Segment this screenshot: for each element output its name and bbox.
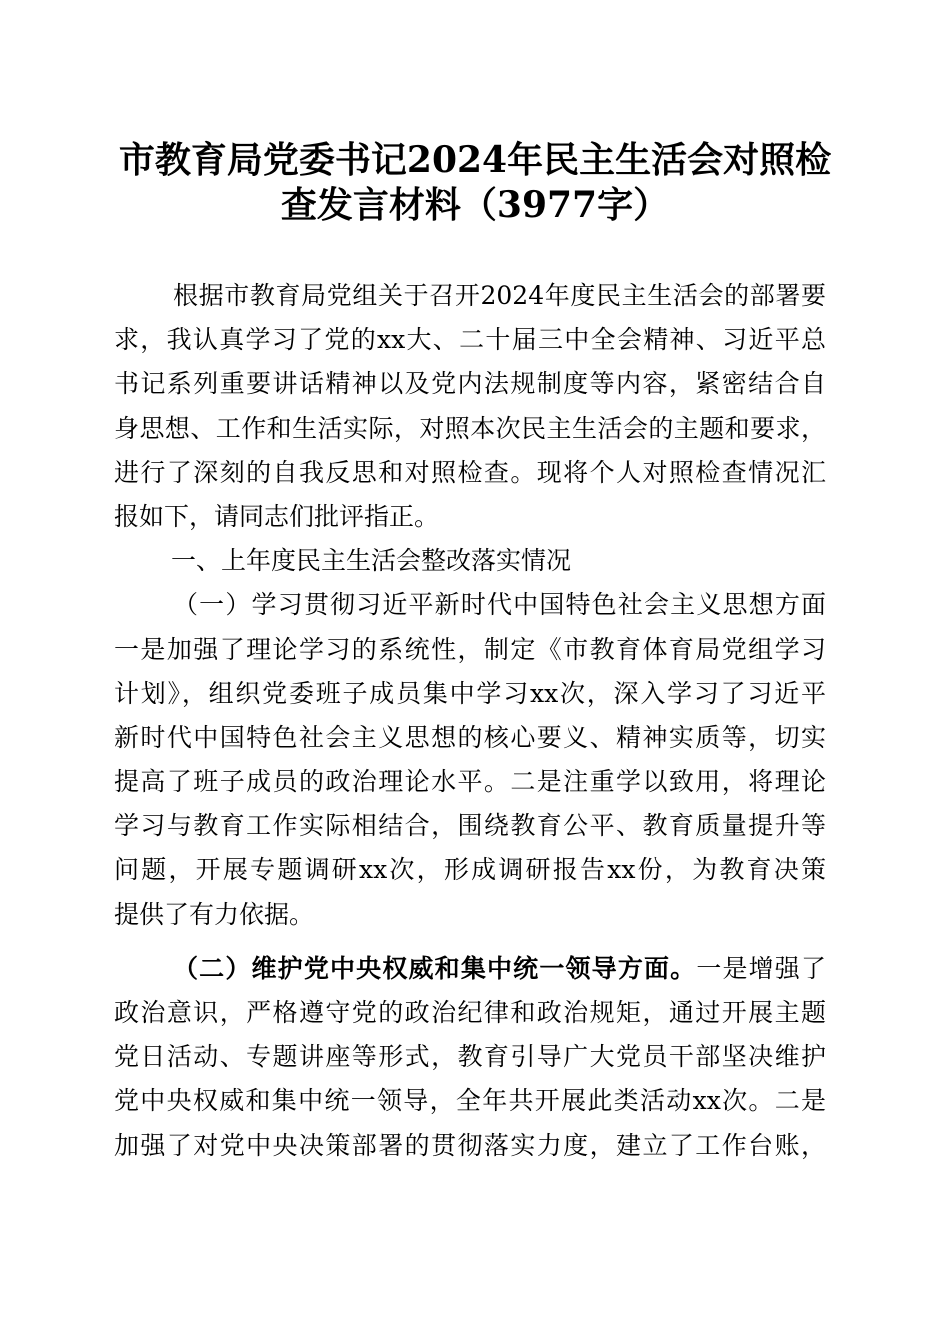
subsection-heading: （一）学习贯彻习近平新时代中国特色社会主义思想方面: [173, 590, 826, 620]
text-line: 加强了对党中央决策部署的贯彻落实力度，建立了工作台账，: [114, 1130, 826, 1160]
text-line: 提高了班子成员的政治理论水平。二是注重学以致用，将理论: [114, 767, 826, 797]
text-line: 根据市教育局党组关于召开2024年度民主生活会的部署要: [173, 281, 826, 310]
text-line: 书记系列重要讲话精神以及党内法规制度等内容，紧密结合自: [114, 369, 826, 399]
text-line: 政治意识，严格遵守党的政治纪律和政治规矩，通过开展主题: [114, 998, 826, 1027]
text-line: 学习与教育工作实际相结合，围绕教育公平、教育质量提升等: [114, 811, 826, 841]
document-title: [100, 138, 850, 228]
text-line: 报如下，请同志们批评指正。: [114, 501, 440, 531]
text-line: 计划》，组织党委班子成员集中学习xx次，深入学习了习近平: [114, 678, 826, 708]
subsection-heading: （二）维护党中央权威和集中统一领导方面。: [173, 953, 697, 983]
title-line-2: 查发言材料（3977字）: [280, 184, 670, 226]
text-line: 求，我认真学习了党的xx大、二十届三中全会精神、习近平总: [114, 325, 826, 355]
text-line: 新时代中国特色社会主义思想的核心要义、精神实质等，切实: [114, 722, 826, 752]
text-line: 党日活动、专题讲座等形式，教育引导广大党员干部坚决维护: [114, 1042, 826, 1072]
text-line: [114, 947, 826, 991]
text-line: 党中央权威和集中统一领导，全年共开展此类活动xx次。二是: [114, 1086, 826, 1116]
text-line: 一是加强了理论学习的系统性，制定《市教育体育局党组学习: [114, 634, 826, 664]
intro-paragraph: [114, 274, 826, 539]
text-line: 提供了有力依据。: [114, 899, 315, 929]
document-body: [114, 274, 826, 1168]
title-line-1: 市教育局党委书记2024年民主生活会对照检: [118, 139, 832, 181]
subsection-1: [114, 583, 826, 937]
text-fragment: 一是增强了: [696, 953, 826, 983]
text-line: 身思想、工作和生活实际，对照本次民主生活会的主题和要求，: [114, 413, 826, 443]
text-line: 问题，开展专题调研xx次，形成调研报告xx份，为教育决策: [114, 855, 826, 885]
section-heading: 一、上年度民主生活会整改落实情况: [171, 546, 572, 576]
subsection-2: [114, 947, 826, 1168]
text-line: 进行了深刻的自我反思和对照检查。现将个人对照检查情况汇: [114, 457, 826, 487]
